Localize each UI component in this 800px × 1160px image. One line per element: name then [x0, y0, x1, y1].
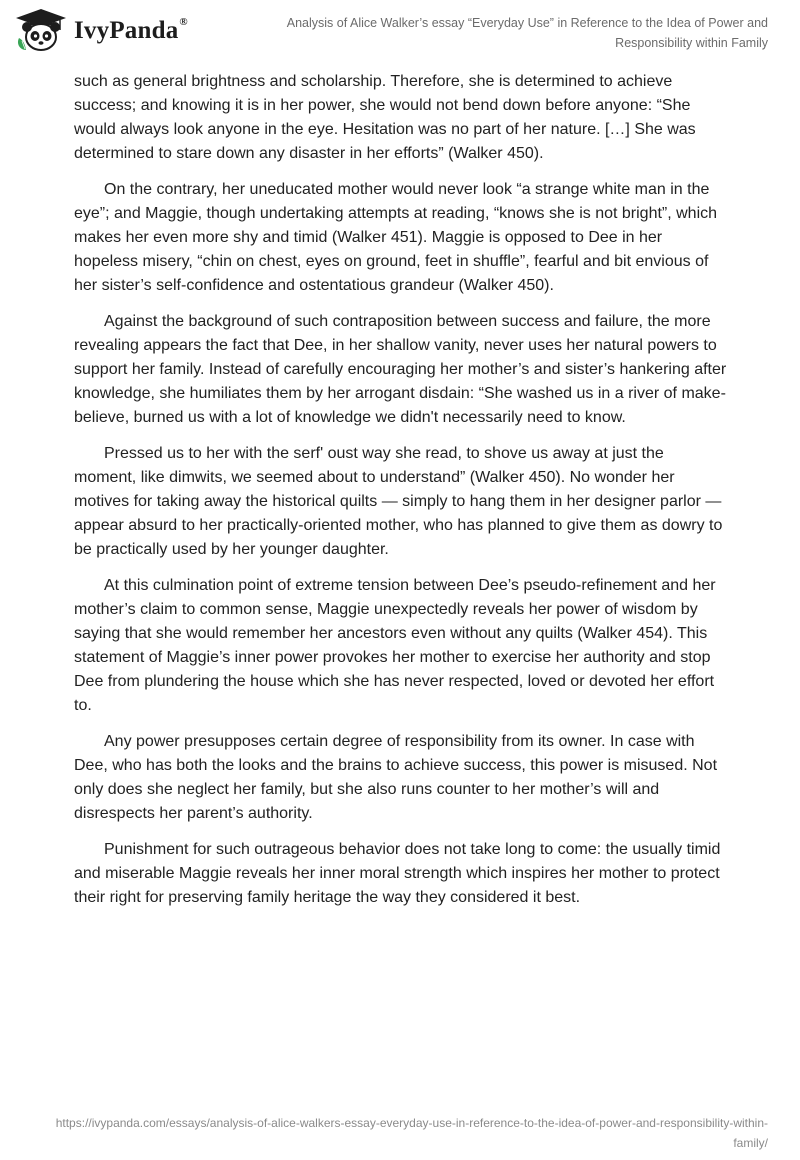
- paragraph: Any power presupposes certain degree of responsibility from its owner. In case with Dee, who has both the looks and the brains to achieve success, this power is misused. Not only does she neglect her family, but she also runs counter to her mother’s will and disrespects her parent’s authority.: [74, 733, 718, 822]
- source-url[interactable]: https://ivypanda.com/essays/analysis-of-alice-walkers-essay-everyday-use-in-reference-to-the-idea-of-power-and-responsibility-within-family/: [55, 1116, 768, 1150]
- paragraph: Pressed us to her with the serf' oust way she read, to shove us away at just the moment, like dimwits, we seemed about to understand” (Walker 450). No wonder her motives for taking away the historical quilts — simply to hang them in her designer parlor — appear absurd to her practically-oriented mother, who has planned to give them as dowry to be practically used by her younger daughter.: [74, 445, 723, 558]
- paragraph: On the contrary, her uneducated mother would never look “a strange white man in the eye”; and Maggie, though undertaking attempts at reading, “knows she is not bright”, which makes her even more shy and timid (Walker 451). Maggie is opposed to Dee in her hopeless misery, “chin on chest, eyes on ground, feet in shuffle”, fearful and bit envious of her sister’s self-confidence and ostentatious grandeur (Walker 450).: [74, 181, 718, 294]
- document-title: Analysis of Alice Walker’s essay “Everyday Use” in Reference to the Idea of Power and Responsibility within Family: [286, 16, 768, 50]
- brand-text: IvyPanda: [74, 17, 179, 44]
- ivypanda-logo[interactable]: [14, 8, 188, 52]
- paragraph: At this culmination point of extreme tension between Dee’s pseudo-refinement and her mother’s claim to common sense, Maggie unexpectedly reveals her power of wisdom by saying that she would remember her ancestors even without any quilts (Walker 454). This statement of Maggie’s inner power provokes her mother to exercise her authority and stop Dee from plundering the house which she has never respected, loved or devoted her effort to.: [74, 577, 716, 714]
- page-header: [0, 0, 800, 60]
- essay-body: [74, 70, 730, 922]
- registered-mark: ®: [179, 15, 188, 28]
- paragraph: Punishment for such outrageous behavior does not take long to come: the usually timid and miserable Maggie reveals her inner moral strength which inspires her mother to protect their right for preserving family heritage the way they considered it best.: [74, 841, 721, 906]
- paragraph: Against the background of such contraposition between success and failure, the more revealing appears the fact that Dee, in her shallow vanity, never uses her natural powers to support her family. Instead of carefully encouraging her mother’s and sister’s hankering after knowledge, she humiliates them by her arrogant disdain: “She washed us in a river of make-believe, burned us with a lot of knowledge we didn't necessarily need to know.: [74, 313, 727, 426]
- panda-graduate-icon: [14, 8, 68, 52]
- brand-name: [74, 17, 188, 45]
- paragraph: such as general brightness and scholarship. Therefore, she is determined to achieve success; and knowing it is in her power, she would not bend down before anyone: “She would always look anyone in the eye. Hesitation was no part of her nature. […] She was determined to stare down any disaster in her efforts” (Walker 450).: [74, 73, 696, 162]
